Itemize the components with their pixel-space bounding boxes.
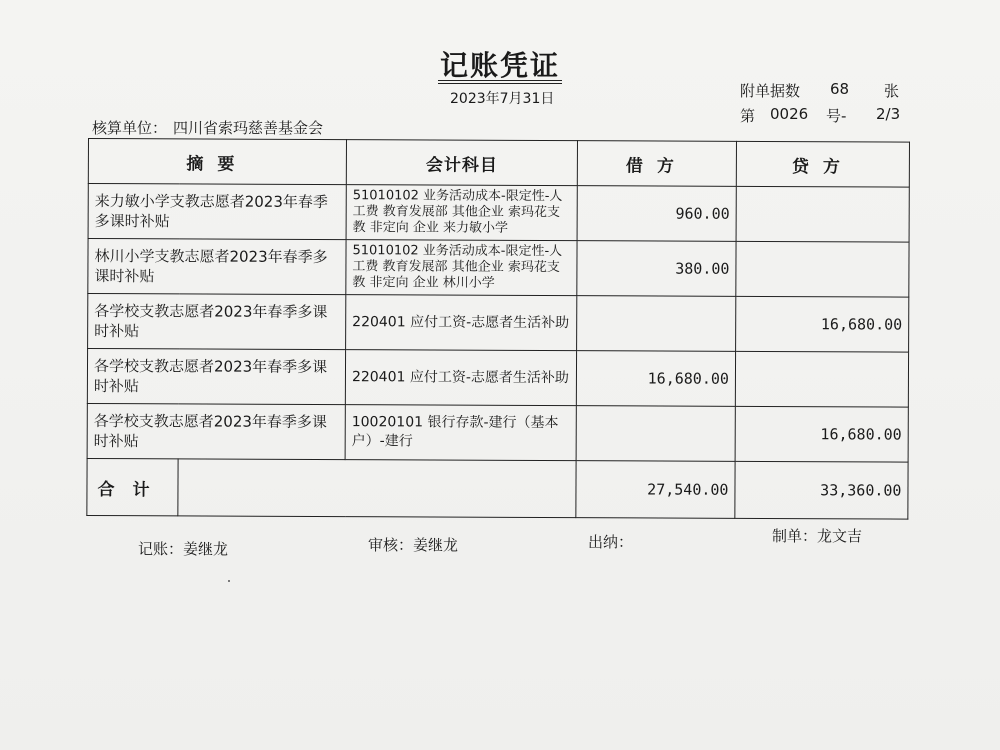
voucher-number: 0026 — [770, 105, 809, 123]
bookkeeper-label: 记账： — [138, 540, 184, 558]
table-row — [87, 403, 908, 462]
title-underline — [438, 80, 562, 84]
reviewer-signature — [368, 534, 458, 555]
row-summary: 各学校支教志愿者2023年春季多课时补贴 — [87, 349, 345, 405]
accounting-unit-label: 核算单位： — [92, 119, 168, 137]
cashier-signature — [588, 531, 633, 552]
voucher-date: 2023年7月31日 — [450, 91, 555, 107]
row-account: 220401 应付工资-志愿者生活补助 — [346, 295, 577, 351]
header-account: 会计科目 — [346, 140, 577, 186]
attachments-count: 68 — [830, 80, 850, 98]
total-label: 合计 — [87, 458, 178, 515]
row-account: 51010102 业务活动成本-限定性-人工费 教育发展部 其他企业 索玛花支教 非定向 企业 来力敏小学 — [346, 185, 577, 241]
row-summary: 林川小学支教志愿者2023年春季多课时补贴 — [88, 239, 346, 295]
header-debit: 借方 — [577, 141, 736, 187]
row-account: 220401 应付工资-志愿者生活补助 — [345, 350, 576, 406]
accounting-unit — [92, 117, 323, 138]
row-credit: 16,680.00 — [736, 296, 909, 352]
table-total-row — [87, 458, 908, 519]
total-blank-cell — [178, 459, 576, 518]
row-debit — [576, 406, 735, 462]
row-debit: 960.00 — [577, 186, 736, 242]
table-row — [88, 184, 909, 243]
row-credit — [736, 241, 909, 297]
preparer-name: 龙文吉 — [817, 527, 863, 545]
table-header-row — [88, 139, 909, 188]
total-debit: 27,540.00 — [576, 461, 735, 519]
bookkeeper-name: 姜继龙 — [183, 540, 229, 558]
attachments-label: 附单据数 — [740, 82, 801, 100]
preparer-label: 制单： — [772, 527, 818, 545]
row-credit: 16,680.00 — [735, 406, 908, 462]
preparer-signature — [772, 525, 862, 546]
row-credit — [735, 351, 908, 407]
row-summary: 各学校支教志愿者2023年春季多课时补贴 — [88, 294, 346, 350]
accounting-unit-name: 四川省索玛慈善基金会 — [173, 119, 324, 137]
row-account: 10020101 银行存款-建行（基本户）-建行 — [345, 405, 576, 461]
row-summary: 各学校支教志愿者2023年春季多课时补贴 — [87, 403, 345, 459]
header-summary: 摘要 — [88, 139, 346, 185]
row-summary: 来力敏小学支教志愿者2023年春季多课时补贴 — [88, 184, 346, 240]
row-debit: 16,680.00 — [576, 351, 735, 407]
bookkeeper-signature — [138, 538, 228, 559]
table-row — [87, 349, 908, 408]
reviewer-name: 姜继龙 — [413, 536, 459, 554]
row-credit — [736, 186, 909, 242]
total-credit: 33,360.00 — [735, 461, 908, 519]
row-debit: 380.00 — [577, 241, 736, 297]
voucher-number-prefix: 第 — [740, 107, 756, 125]
voucher-page: 2/3 — [876, 105, 901, 123]
voucher-table — [86, 138, 910, 520]
voucher-number-suffix: 号- — [826, 107, 847, 125]
header-credit: 贷方 — [736, 141, 909, 187]
table-row — [88, 294, 909, 353]
row-account: 51010102 业务活动成本-限定性-人工费 教育发展部 其他企业 索玛花支教 非定向 企业 林川小学 — [346, 240, 577, 296]
scan-speck — [228, 580, 230, 582]
row-debit — [577, 296, 736, 352]
reviewer-label: 审核： — [368, 536, 414, 554]
attachments-unit: 张 — [884, 82, 900, 100]
cashier-label: 出纳： — [588, 533, 634, 551]
table-row — [88, 239, 909, 298]
voucher-title: 记账凭证 — [440, 49, 561, 82]
